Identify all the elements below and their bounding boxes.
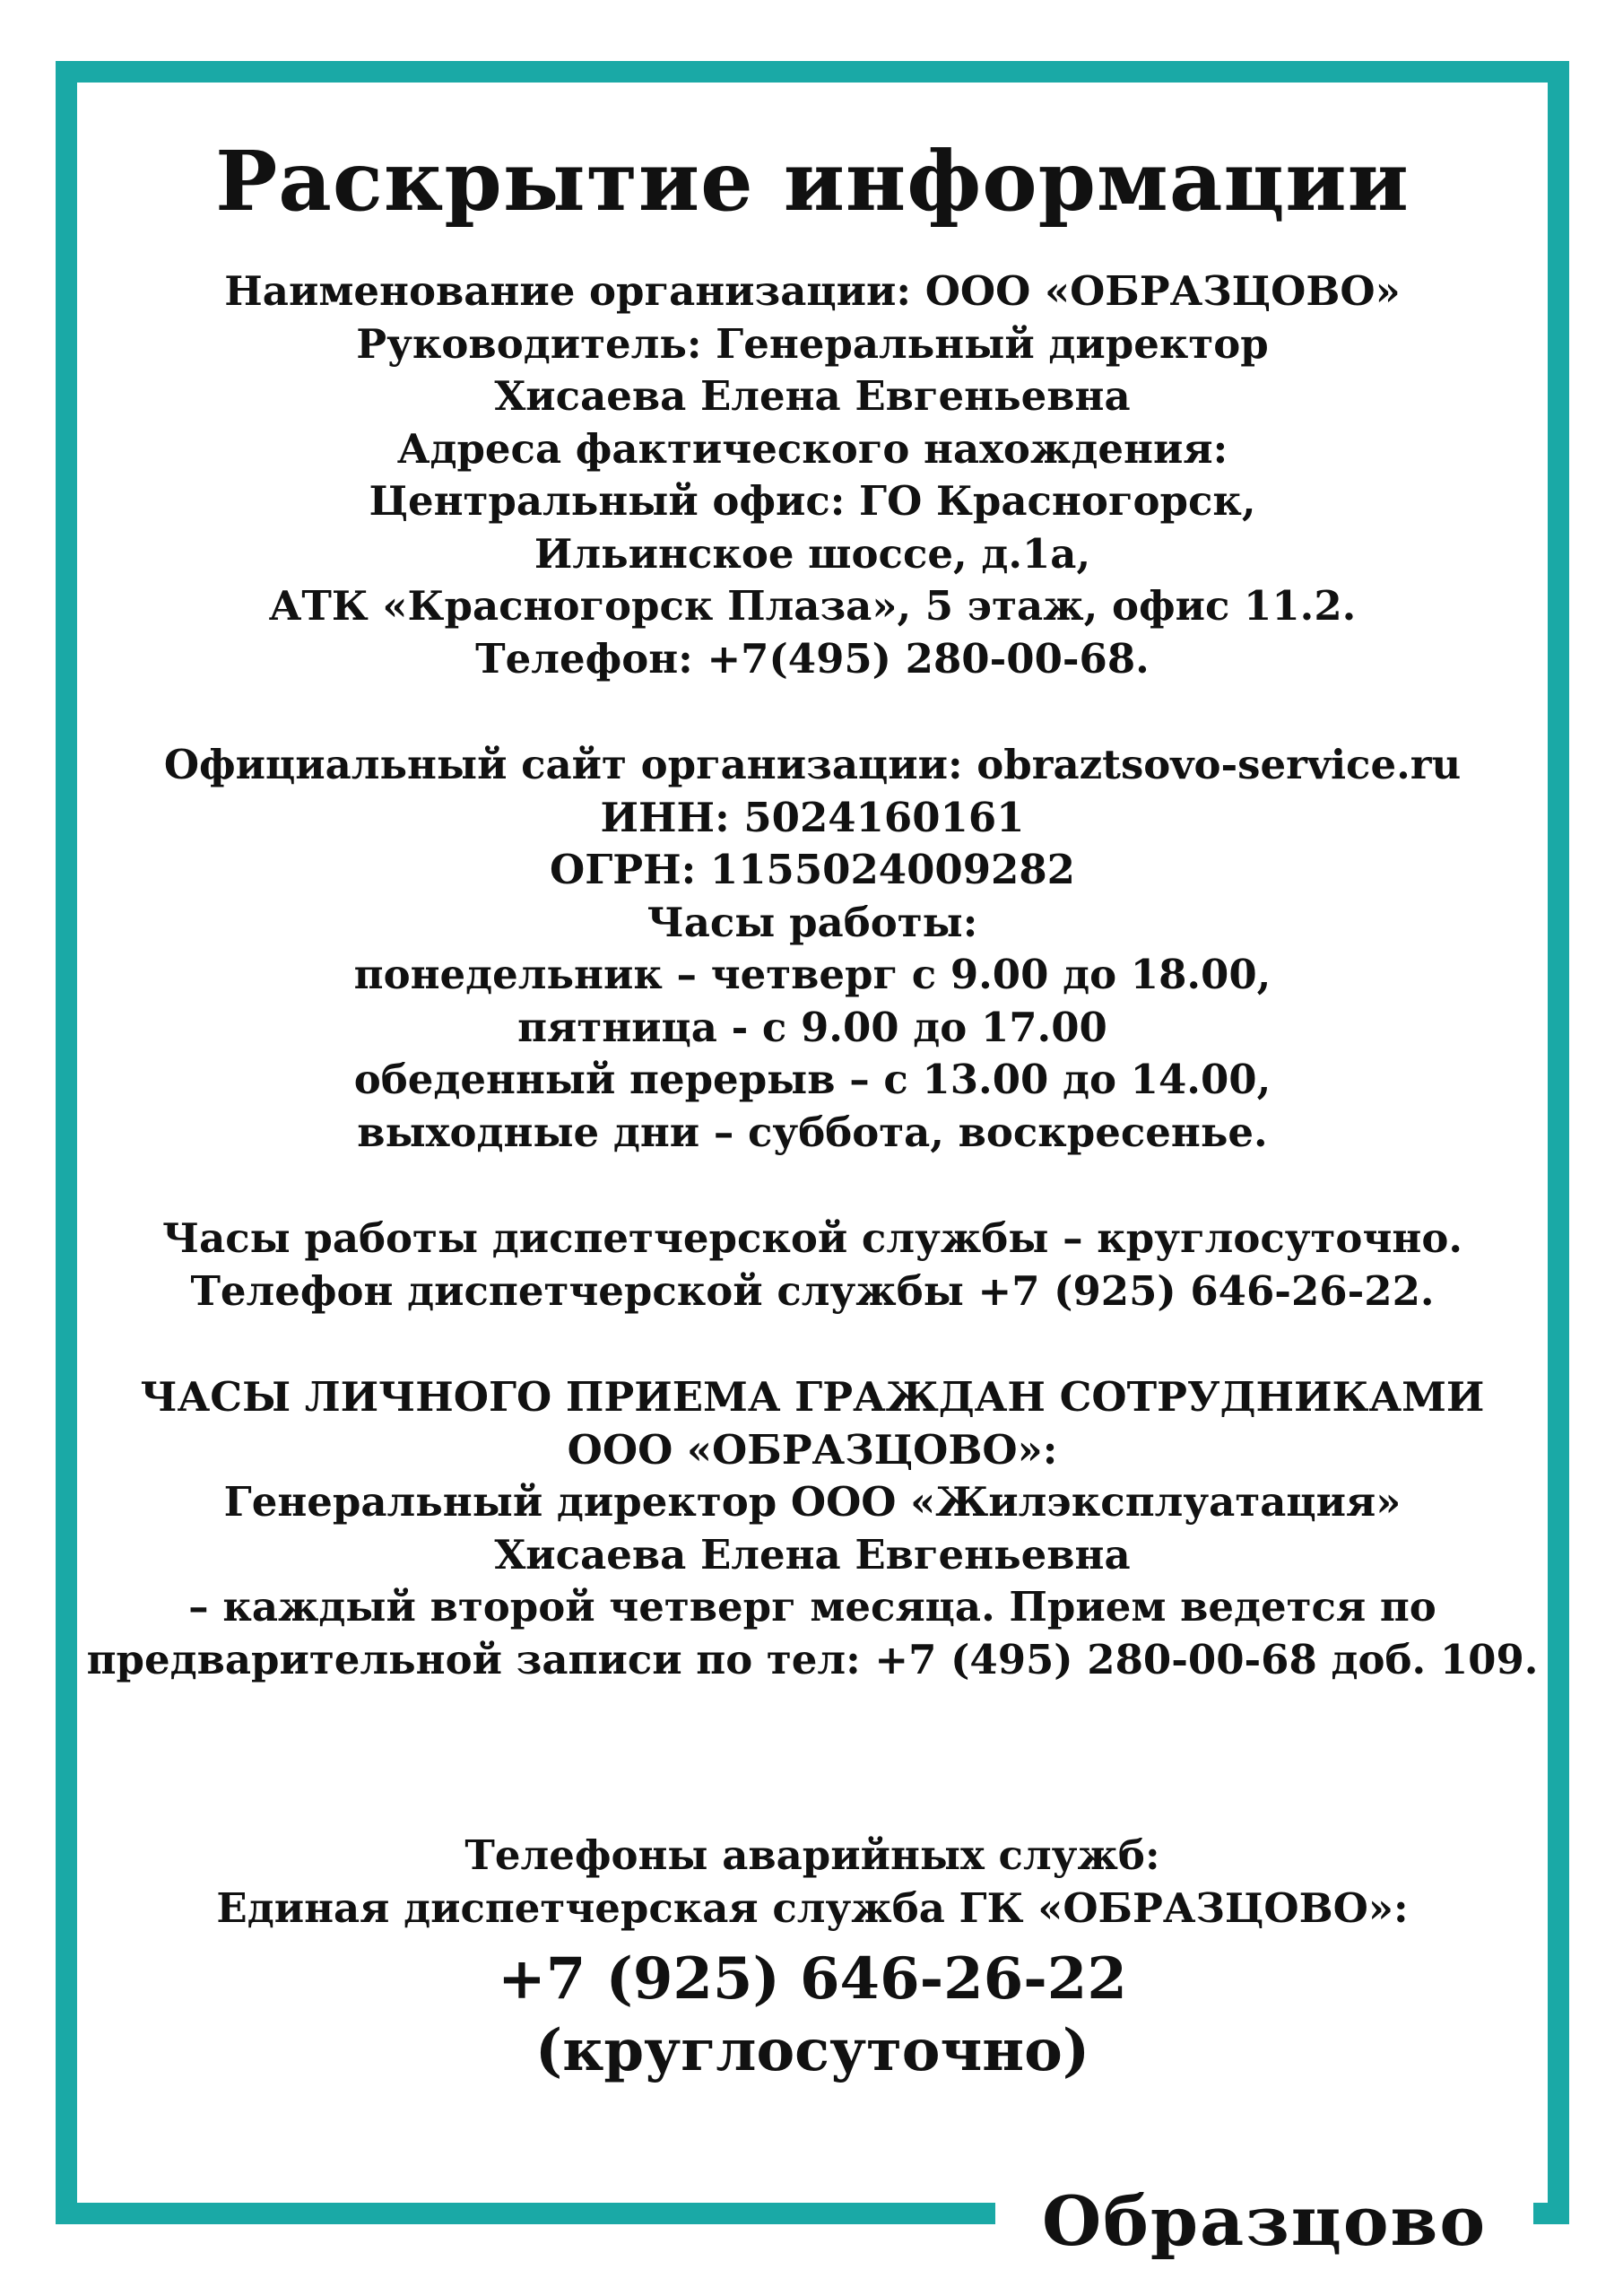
reception-heading-2: ООО «ОБРАЗЦОВО»: — [567, 1425, 1058, 1474]
emergency-note: (круглосуточно) — [534, 2017, 1090, 2084]
reception-heading-1: ЧАСЫ ЛИЧНОГО ПРИЕМА ГРАЖДАН СОТРУДНИКАМИ — [140, 1373, 1485, 1421]
hours-fri: пятница - с 9.00 до 17.00 — [517, 1003, 1107, 1051]
page-title: Раскрытие информации — [215, 133, 1410, 230]
reception-block — [77, 1371, 1548, 1686]
inn-line: ИНН: 5024160161 — [600, 793, 1025, 841]
head-name-line: Хисаева Елена Евгеньевна — [494, 372, 1131, 420]
site-hours-block — [77, 739, 1548, 1159]
reception-line-1: Генеральный директор ООО «Жилэксплуатация» — [223, 1478, 1402, 1526]
emergency-block — [77, 1830, 1548, 1935]
reception-line-3: – каждый второй четверг месяца. Прием ведется по — [188, 1583, 1436, 1631]
emergency-service-line: Единая диспетчерская служба ГК «ОБРАЗЦОВО»: — [216, 1883, 1409, 1932]
emergency-phone: +7 (925) 646-26-22 — [498, 1945, 1127, 2013]
reception-line-2: Хисаева Елена Евгеньевна — [494, 1530, 1131, 1578]
hours-mon-thu: понедельник – четверг с 9.00 до 18.00, — [353, 951, 1271, 998]
office-phone-line: Телефон: +7(495) 280-00-68. — [475, 634, 1150, 683]
emergency-heading: Телефоны аварийных служб: — [464, 1831, 1160, 1879]
head-title-line: Руководитель: Генеральный директор — [356, 319, 1269, 368]
address-line-3: АТК «Красногорск Плаза», 5 этаж, офис 11.2. — [268, 582, 1357, 630]
address-heading: Адреса фактического нахождения: — [396, 424, 1228, 473]
dispatch-hours: Часы работы диспетчерской службы – круглосуточно. — [161, 1214, 1463, 1262]
org-info-block — [77, 265, 1548, 685]
days-off: выходные дни – суббота, воскресенье. — [357, 1108, 1268, 1156]
hours-heading: Часы работы: — [647, 898, 978, 946]
address-line-2: Ильинское шоссе, д.1а, — [534, 529, 1091, 578]
document-content — [77, 83, 1548, 2087]
reception-line-4: предварительной записи по тел: +7 (495) 280-00-68 доб. 109. — [86, 1635, 1539, 1683]
dispatch-block — [77, 1213, 1548, 1318]
brand-badge — [995, 2178, 1533, 2264]
address-line-1: Центральный офис: ГО Красногорск, — [369, 477, 1256, 525]
website-line: Официальный сайт организации: obraztsovo-service.ru — [163, 741, 1462, 788]
dispatch-phone: Телефон диспетчерской службы +7 (925) 646-26-22. — [190, 1266, 1435, 1315]
brand-logo-text: Образцово — [1041, 2180, 1488, 2261]
lunch-break: обеденный перерыв – с 13.00 до 14.00, — [353, 1056, 1271, 1103]
org-name-line: Наименование организации: ООО «ОБРАЗЦОВО» — [224, 267, 1401, 315]
ogrn-line: ОГРН: 1155024009282 — [550, 846, 1075, 893]
